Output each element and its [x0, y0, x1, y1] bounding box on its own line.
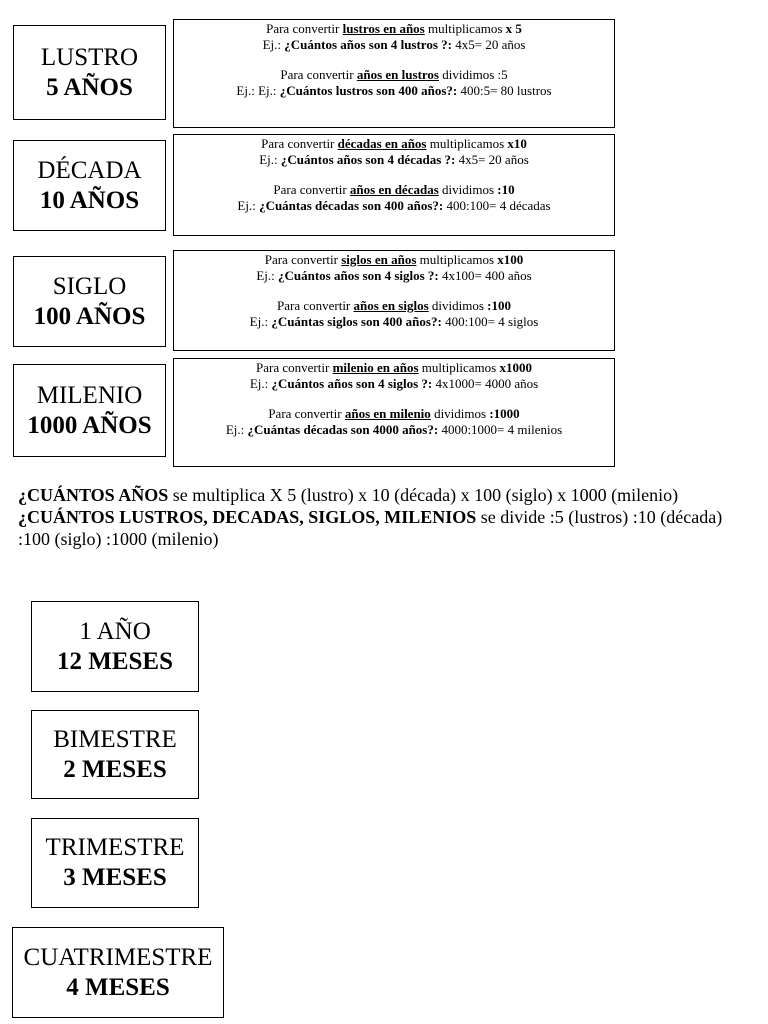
decada-box — [13, 140, 166, 231]
milenio-info-box — [173, 358, 615, 467]
month-unit-name: 1 AÑO — [79, 617, 151, 645]
from-years-example: Ej.: Ej.: ¿Cuántos lustros son 400 años?: 400:5= 80 lustros — [236, 83, 552, 98]
to-years-example: Ej.: ¿Cuántos años son 4 siglos ?: 4x100= 400 años — [256, 268, 532, 283]
siglo-info-box — [173, 250, 615, 351]
to-years-example: Ej.: ¿Cuántos años son 4 lustros ?: 4x5= 20 años — [262, 37, 526, 52]
unit-value: 1000 AÑOS — [27, 411, 152, 439]
unit-name: LUSTRO — [40, 43, 139, 71]
unit-value: 5 AÑOS — [46, 73, 133, 101]
anio-box — [31, 601, 199, 692]
from-years-line: Para convertir años en siglos dividimos :100 — [276, 298, 512, 313]
month-unit-value: 3 MESES — [63, 864, 167, 891]
month-unit-name: CUATRIMESTRE — [23, 943, 213, 971]
lustro-box — [13, 25, 166, 120]
month-unit-name: TRIMESTRE — [45, 834, 185, 861]
decada-info-box — [173, 134, 615, 236]
bimestre-box — [31, 710, 199, 799]
unit-name: MILENIO — [36, 381, 143, 409]
month-unit-value: 2 MESES — [63, 755, 167, 783]
month-unit-value: 12 MESES — [56, 647, 173, 675]
from-years-line: Para convertir años en décadas dividimos :10 — [273, 182, 515, 197]
from-years-line: Para convertir años en milenio dividimos :1000 — [268, 406, 520, 421]
month-unit-name: BIMESTRE — [53, 725, 177, 753]
summary-text — [18, 484, 768, 550]
to-years-line: Para convertir siglos en años multiplicamos x100 — [264, 252, 524, 267]
summary-line-continued: :100 (siglo) :1000 (milenio) — [18, 529, 219, 549]
siglo-box — [13, 256, 166, 347]
from-years-example: Ej.: ¿Cuántas décadas son 400 años?: 400:100= 4 décadas — [237, 198, 551, 213]
from-years-example: Ej.: ¿Cuántas siglos son 400 años?: 400:100= 4 siglos — [249, 314, 539, 329]
to-years-line: Para convertir milenio en años multiplicamos x1000 — [256, 360, 532, 375]
milenio-box — [13, 364, 166, 457]
trimestre-box — [31, 818, 199, 908]
unit-name: SIGLO — [52, 272, 127, 300]
from-years-line: Para convertir años en lustros dividimos :5 — [280, 67, 508, 82]
cuatrimestre-box — [12, 927, 224, 1018]
month-unit-value: 4 MESES — [66, 973, 170, 1001]
summary-line-years: ¿CUÁNTOS AÑOS se multiplica X 5 (lustro) x 10 (década) x 100 (siglo) x 1000 (milenio) — [18, 485, 679, 505]
unit-value: 10 AÑOS — [39, 186, 140, 214]
to-years-line: Para convertir décadas en años multiplicamos x10 — [261, 136, 527, 151]
lustro-info-box — [173, 19, 615, 128]
to-years-example: Ej.: ¿Cuántos años son 4 décadas ?: 4x5= 20 años — [259, 152, 529, 167]
summary-line-units: ¿CUÁNTOS LUSTROS, DECADAS, SIGLOS, MILENIOS se divide :5 (lustros) :10 (década) — [18, 507, 723, 527]
unit-value: 100 AÑOS — [33, 302, 146, 330]
from-years-example: Ej.: ¿Cuántas décadas son 4000 años?: 4000:1000= 4 milenios — [225, 422, 563, 437]
to-years-line: Para convertir lustros en años multiplicamos x 5 — [266, 21, 522, 36]
to-years-example: Ej.: ¿Cuántos años son 4 siglos ?: 4x1000= 4000 años — [249, 376, 539, 391]
unit-name: DÉCADA — [37, 156, 142, 184]
